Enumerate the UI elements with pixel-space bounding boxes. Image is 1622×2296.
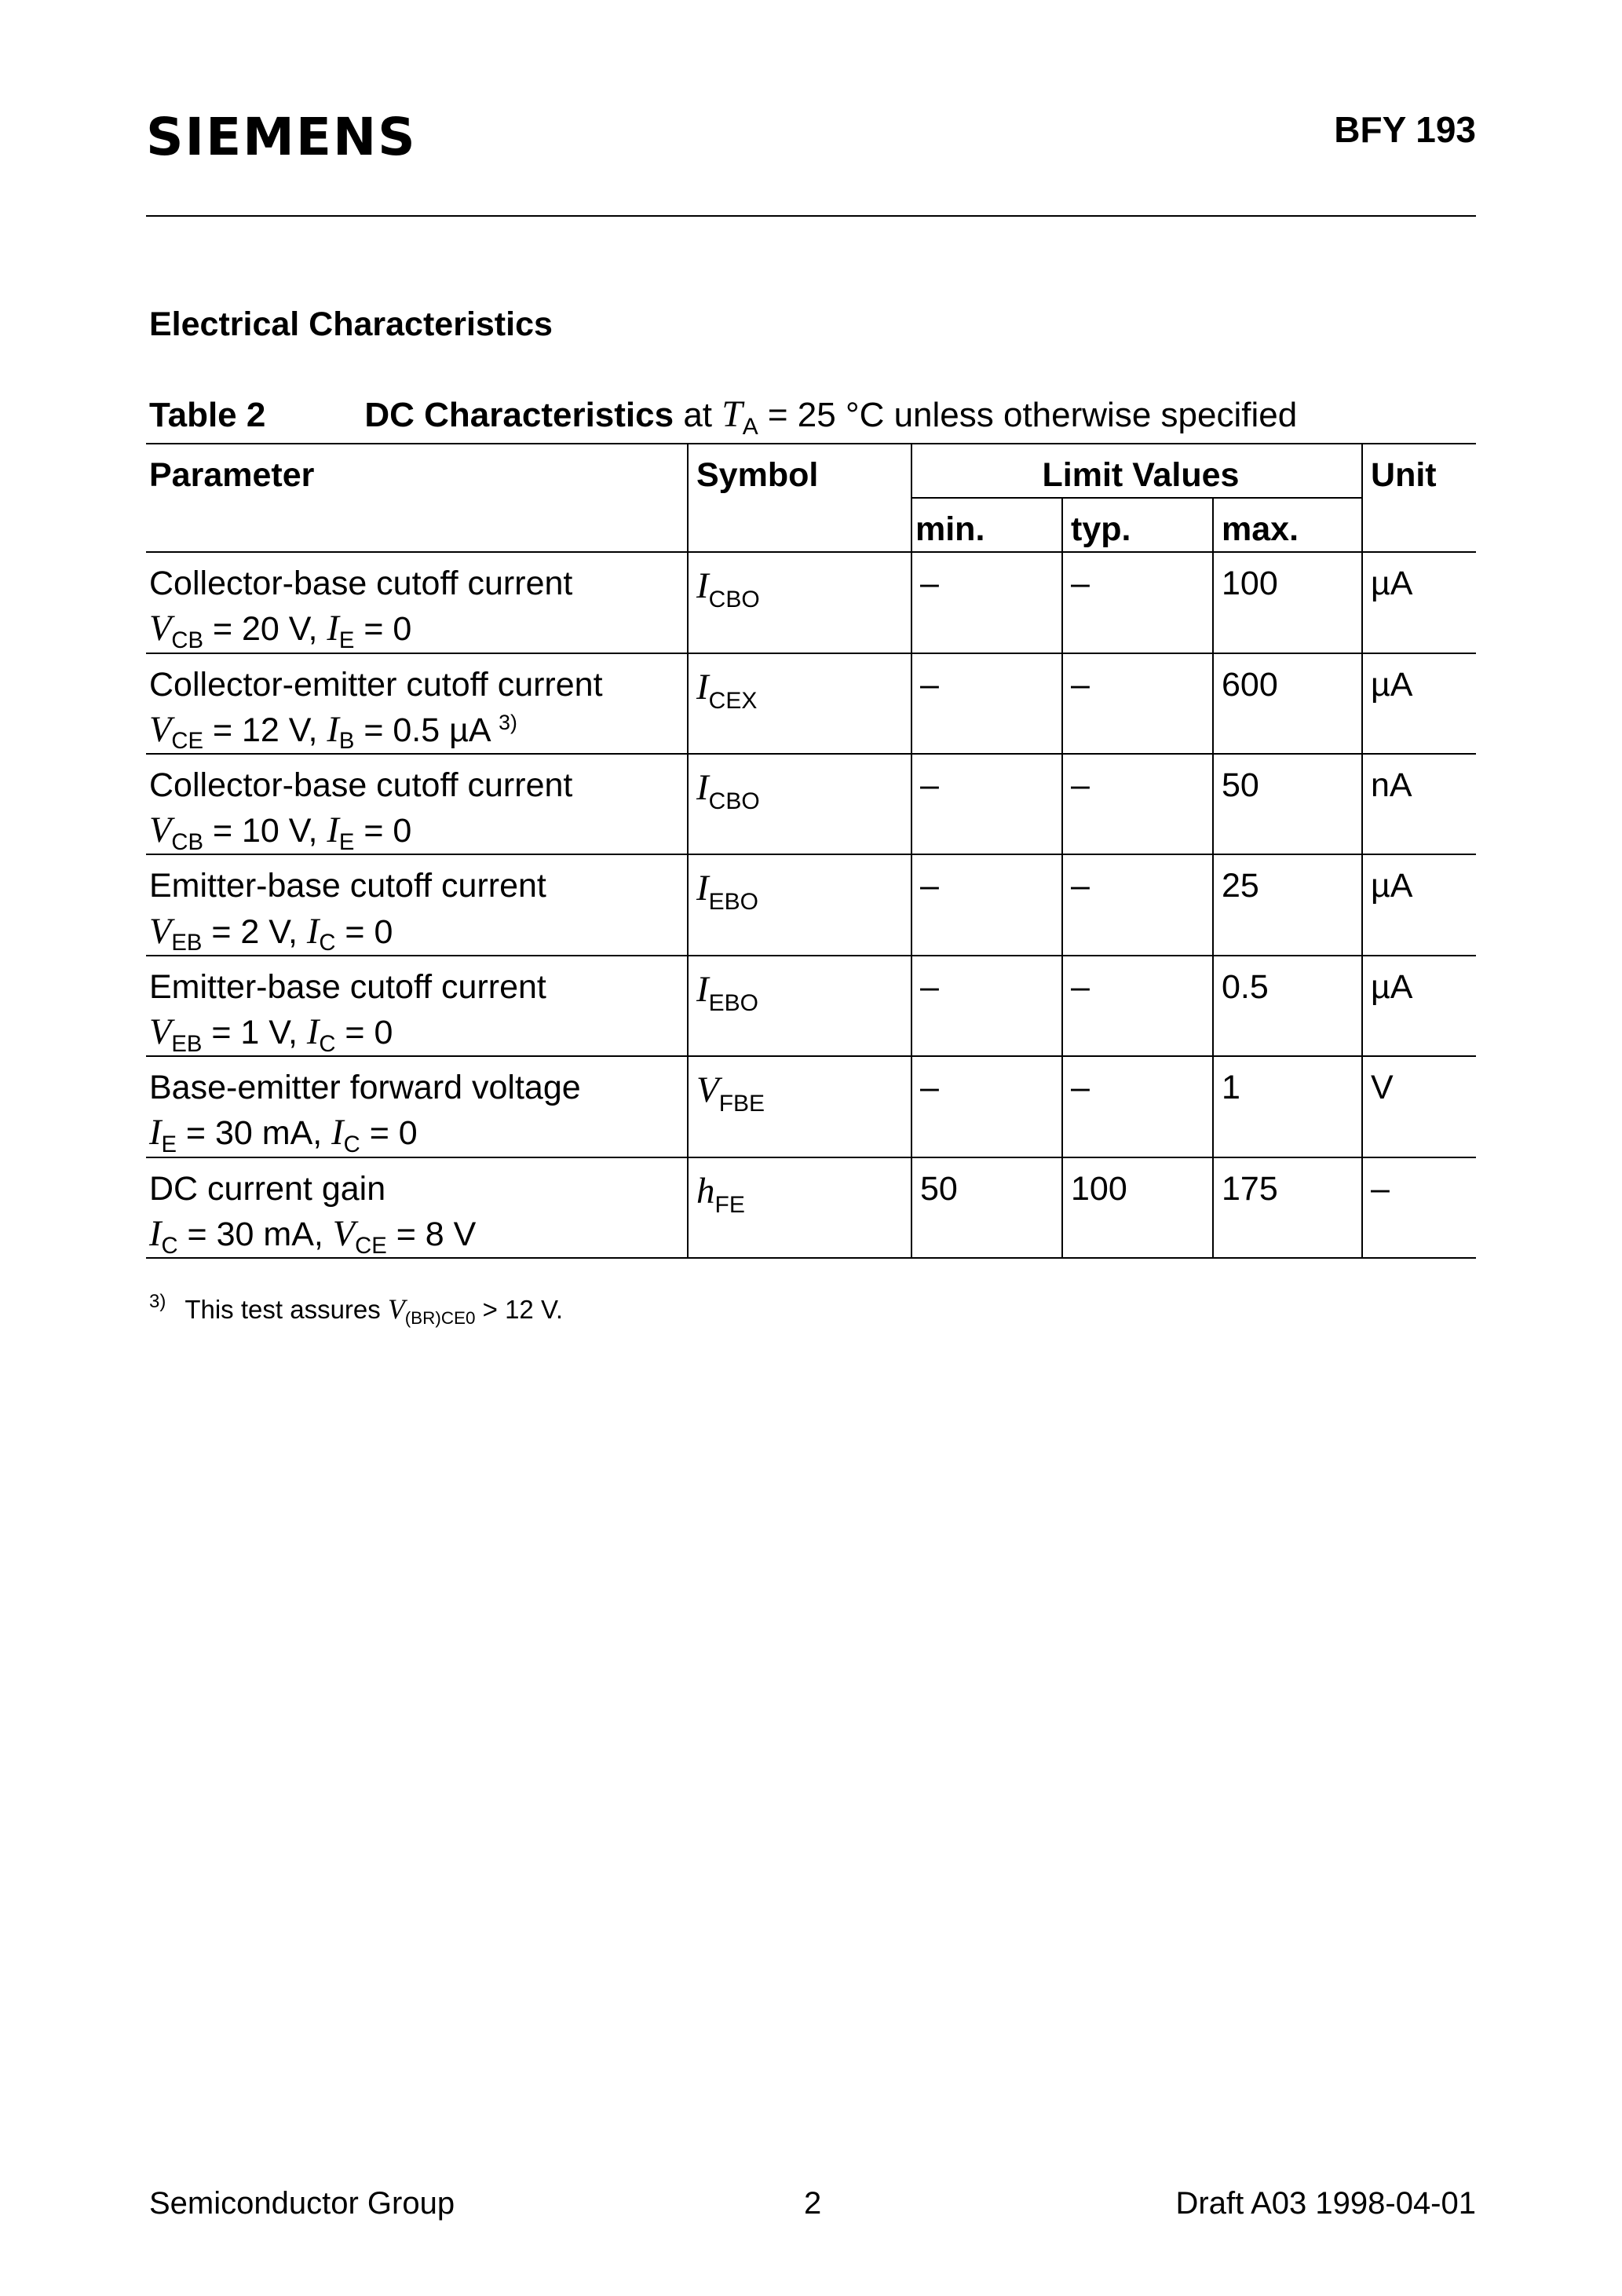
min-cell: – xyxy=(911,1056,1062,1157)
condition-value: = 0 xyxy=(335,912,393,951)
footnote xyxy=(149,1291,564,1329)
parameter-cell xyxy=(146,1056,688,1157)
table-row xyxy=(146,754,1476,854)
typ-cell: – xyxy=(1062,653,1213,754)
condition-subscript: EB xyxy=(171,1031,203,1057)
header-max: max. xyxy=(1213,498,1362,552)
table-row xyxy=(146,1157,1476,1258)
symbol-cell xyxy=(688,552,911,653)
condition-variable: T xyxy=(721,394,743,435)
condition-value: = 30 mA, xyxy=(176,1114,332,1153)
condition-variable: I xyxy=(149,1213,162,1254)
unit-cell: nA xyxy=(1362,754,1476,854)
max-cell: 1 xyxy=(1213,1056,1362,1157)
header-unit: Unit xyxy=(1362,444,1476,552)
parameter-cell xyxy=(146,552,688,653)
symbol xyxy=(696,565,760,613)
symbol-subscript: FE xyxy=(714,1191,745,1218)
symbol-letter: I xyxy=(696,565,709,607)
footer-company: Semiconductor Group xyxy=(149,2186,455,2221)
symbol-cell xyxy=(688,653,911,754)
parameter-name: DC current gain xyxy=(149,1169,386,1208)
condition-variable: V xyxy=(149,810,172,851)
symbol-cell xyxy=(688,754,911,854)
condition-variable: V xyxy=(149,911,172,952)
condition-value: = 30 mA, xyxy=(177,1215,333,1253)
condition-subscript: CB xyxy=(171,627,203,653)
symbol xyxy=(696,1069,765,1117)
table-row xyxy=(146,854,1476,955)
condition-variable: I xyxy=(306,911,320,952)
header-row xyxy=(146,444,1476,498)
symbol-subscript: EBO xyxy=(708,889,759,916)
table-row xyxy=(146,1056,1476,1157)
symbol-subscript: EBO xyxy=(708,989,759,1016)
footnote-rest: > 12 V. xyxy=(482,1295,564,1324)
condition-variable: V xyxy=(149,609,172,649)
header-typ: typ. xyxy=(1062,498,1213,552)
symbol-letter: I xyxy=(696,968,709,1010)
min-cell: – xyxy=(911,653,1062,754)
parameter-name: Emitter-base cutoff current xyxy=(149,867,546,905)
condition-variable: I xyxy=(327,709,339,750)
condition-value: = 0 xyxy=(360,1114,418,1153)
unit-cell: – xyxy=(1362,1157,1476,1258)
condition-prefix: at xyxy=(683,396,713,434)
parameter-cell xyxy=(146,754,688,854)
parameter-name: Emitter-base cutoff current xyxy=(149,967,546,1006)
table-label: Table 2 xyxy=(149,396,266,434)
typ-cell: – xyxy=(1062,754,1213,854)
condition-value: = 0.5 µA xyxy=(354,711,499,749)
table-caption xyxy=(149,394,1298,440)
symbol-letter: I xyxy=(696,868,709,909)
footnote-variable-subscript: (BR)CE0 xyxy=(404,1308,476,1329)
part-number: BFY 193 xyxy=(1334,109,1476,150)
unit-cell: µA xyxy=(1362,956,1476,1056)
condition-subscript: E xyxy=(161,1132,177,1158)
symbol-cell xyxy=(688,956,911,1056)
unit-cell: µA xyxy=(1362,653,1476,754)
condition-subscript: E xyxy=(338,627,355,653)
symbol xyxy=(696,1170,745,1218)
footer-page-number: 2 xyxy=(804,2186,822,2221)
condition-subscript: B xyxy=(338,729,355,755)
symbol-cell xyxy=(688,854,911,955)
table-body xyxy=(146,552,1476,1258)
symbol xyxy=(696,666,758,714)
table-row xyxy=(146,956,1476,1056)
condition-subscript: C xyxy=(343,1132,360,1158)
condition-text: = 25 °C unless otherwise specified xyxy=(767,396,1298,434)
condition-variable: I xyxy=(331,1113,344,1153)
symbol-subscript: CBO xyxy=(708,788,760,814)
max-cell: 175 xyxy=(1213,1157,1362,1258)
condition-value: = 12 V, xyxy=(203,711,327,749)
condition-subscript: CE xyxy=(355,1233,387,1259)
typ-cell: 100 xyxy=(1062,1157,1213,1258)
min-cell: – xyxy=(911,552,1062,653)
symbol-letter: h xyxy=(696,1170,715,1212)
header-limit-values: Limit Values xyxy=(911,444,1362,498)
condition-subscript: CE xyxy=(171,729,203,755)
max-cell: 0.5 xyxy=(1213,956,1362,1056)
dc-characteristics-table xyxy=(146,443,1476,1259)
header-parameter: Parameter xyxy=(146,444,688,552)
table-row xyxy=(146,552,1476,653)
condition-value: = 0 xyxy=(335,1013,393,1051)
condition-variable: V xyxy=(149,709,172,750)
header-symbol: Symbol xyxy=(688,444,911,552)
condition-subscript: C xyxy=(319,930,336,956)
symbol-cell xyxy=(688,1157,911,1258)
siemens-logo: SIEMENS xyxy=(146,107,417,167)
condition-subscript: E xyxy=(338,829,355,855)
max-cell: 100 xyxy=(1213,552,1362,653)
condition-subscript: EB xyxy=(171,930,203,956)
symbol-letter: V xyxy=(696,1069,719,1111)
typ-cell: – xyxy=(1062,854,1213,955)
condition-variable: I xyxy=(149,1113,162,1153)
condition-value: = 2 V, xyxy=(202,912,307,951)
condition-variable: V xyxy=(332,1213,356,1254)
unit-cell: µA xyxy=(1362,552,1476,653)
symbol-subscript: CEX xyxy=(708,687,758,714)
min-cell: 50 xyxy=(911,1157,1062,1258)
footnote-text: This test assures xyxy=(184,1295,381,1324)
parameter-cell xyxy=(146,1157,688,1258)
condition-subscript: C xyxy=(161,1233,178,1259)
condition-subscript: C xyxy=(319,1031,336,1057)
symbol-cell xyxy=(688,1056,911,1157)
symbol-letter: I xyxy=(696,666,709,707)
condition-variable: I xyxy=(327,810,339,851)
symbol-subscript: FBE xyxy=(718,1091,765,1117)
footnote-mark: 3) xyxy=(149,1291,166,1312)
condition-variable: V xyxy=(149,1011,172,1052)
max-cell: 50 xyxy=(1213,754,1362,854)
typ-cell: – xyxy=(1062,956,1213,1056)
header-min: min. xyxy=(911,498,1062,552)
symbol-letter: I xyxy=(696,767,709,808)
symbol-subscript: CBO xyxy=(708,587,760,613)
typ-cell: – xyxy=(1062,1056,1213,1157)
section-title: Electrical Characteristics xyxy=(149,305,553,343)
parameter-cell xyxy=(146,956,688,1056)
parameter-cell xyxy=(146,854,688,955)
footer-draft: Draft A03 1998-04-01 xyxy=(1175,2186,1476,2221)
min-cell: – xyxy=(911,854,1062,955)
condition-subscript: A xyxy=(742,413,758,440)
max-cell: 600 xyxy=(1213,653,1362,754)
symbol xyxy=(696,868,759,916)
condition-value: = 0 xyxy=(354,610,412,649)
footnote-variable: V xyxy=(387,1293,405,1325)
parameter-name: Collector-emitter cutoff current xyxy=(149,665,603,704)
symbol xyxy=(696,767,760,814)
condition-subscript: CB xyxy=(171,829,203,855)
footnote-reference: 3) xyxy=(499,710,517,734)
parameter-name: Base-emitter forward voltage xyxy=(149,1069,581,1107)
condition-variable: I xyxy=(327,609,339,649)
condition-value: = 20 V, xyxy=(203,610,327,649)
parameter-name: Collector-base cutoff current xyxy=(149,565,573,603)
symbol xyxy=(696,968,759,1016)
max-cell: 25 xyxy=(1213,854,1362,955)
min-cell: – xyxy=(911,956,1062,1056)
condition-value: = 8 V xyxy=(386,1215,477,1253)
parameter-cell xyxy=(146,653,688,754)
unit-cell: V xyxy=(1362,1056,1476,1157)
condition-variable: I xyxy=(306,1011,320,1052)
header-divider xyxy=(146,215,1476,217)
table-row xyxy=(146,653,1476,754)
condition-value: = 1 V, xyxy=(202,1013,307,1051)
parameter-name: Collector-base cutoff current xyxy=(149,766,573,804)
condition-value: = 10 V, xyxy=(203,812,327,850)
min-cell: – xyxy=(911,754,1062,854)
typ-cell: – xyxy=(1062,552,1213,653)
condition-value: = 0 xyxy=(354,812,412,850)
unit-cell: µA xyxy=(1362,854,1476,955)
table-title: DC Characteristics xyxy=(364,396,674,434)
